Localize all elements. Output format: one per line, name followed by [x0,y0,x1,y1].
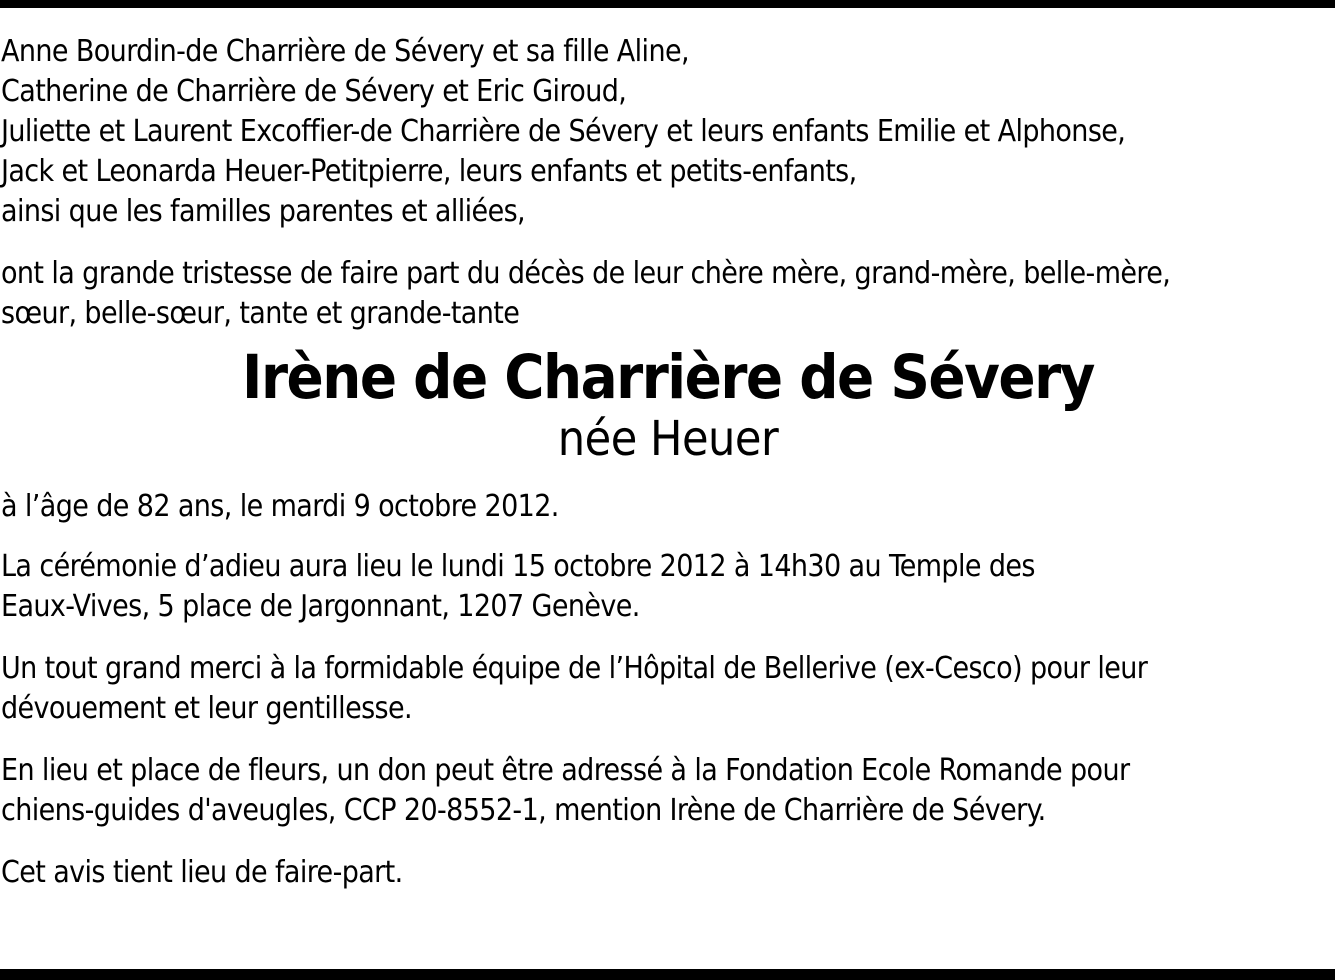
age-and-date [1,487,1335,527]
obituary-notice [1,32,1335,893]
family-line: Jack et Leonarda Heuer-Petitpierre, leurs enfants et petits-enfants, [1,154,857,189]
ceremony-line: La cérémonie d’adieu aura lieu le lundi 15 octobre 2012 à 14h30 au Temple des [1,549,1035,584]
donation-note [1,751,1335,831]
deceased-name: Irène de Charrière de Sévery [242,342,1094,413]
ceremony-info [1,547,1335,627]
announcement-line: sœur, belle-sœur, tante et grande-tante [1,296,520,331]
family-line: Anne Bourdin-de Charrière de Sévery et sa fille Aline, [1,34,689,69]
deceased-heading [1,343,1335,467]
top-rule [0,0,1335,8]
thanks-note [1,649,1335,729]
announcement [1,254,1335,334]
thanks-line: dévouement et leur gentillesse. [1,691,412,726]
donation-line: chiens-guides d'aveugles, CCP 20-8552-1, mention Irène de Charrière de Sévery. [1,793,1046,828]
announcement-line: ont la grande tristesse de faire part du décès de leur chère mère, grand-mère, belle-mère, [1,256,1171,291]
maiden-name: née Heuer [557,411,779,467]
closing-note [1,853,1335,893]
family-list [1,32,1335,232]
donation-line: En lieu et place de fleurs, un don peut être adressé à la Fondation Ecole Romande pour [1,753,1130,788]
age-line: à l’âge de 82 ans, le mardi 9 octobre 2012. [1,489,559,524]
closing-line: Cet avis tient lieu de faire-part. [1,855,403,890]
family-line: ainsi que les familles parentes et alliées, [1,194,526,229]
ceremony-line: Eaux-Vives, 5 place de Jargonnant, 1207 Genève. [1,589,640,624]
thanks-line: Un tout grand merci à la formidable équipe de l’Hôpital de Bellerive (ex-Cesco) pour leur [1,651,1148,686]
family-line: Juliette et Laurent Excoffier-de Charrière de Sévery et leurs enfants Emilie et Alphonse, [1,114,1126,149]
family-line: Catherine de Charrière de Sévery et Eric Giroud, [1,74,627,109]
bottom-rule [0,969,1335,980]
